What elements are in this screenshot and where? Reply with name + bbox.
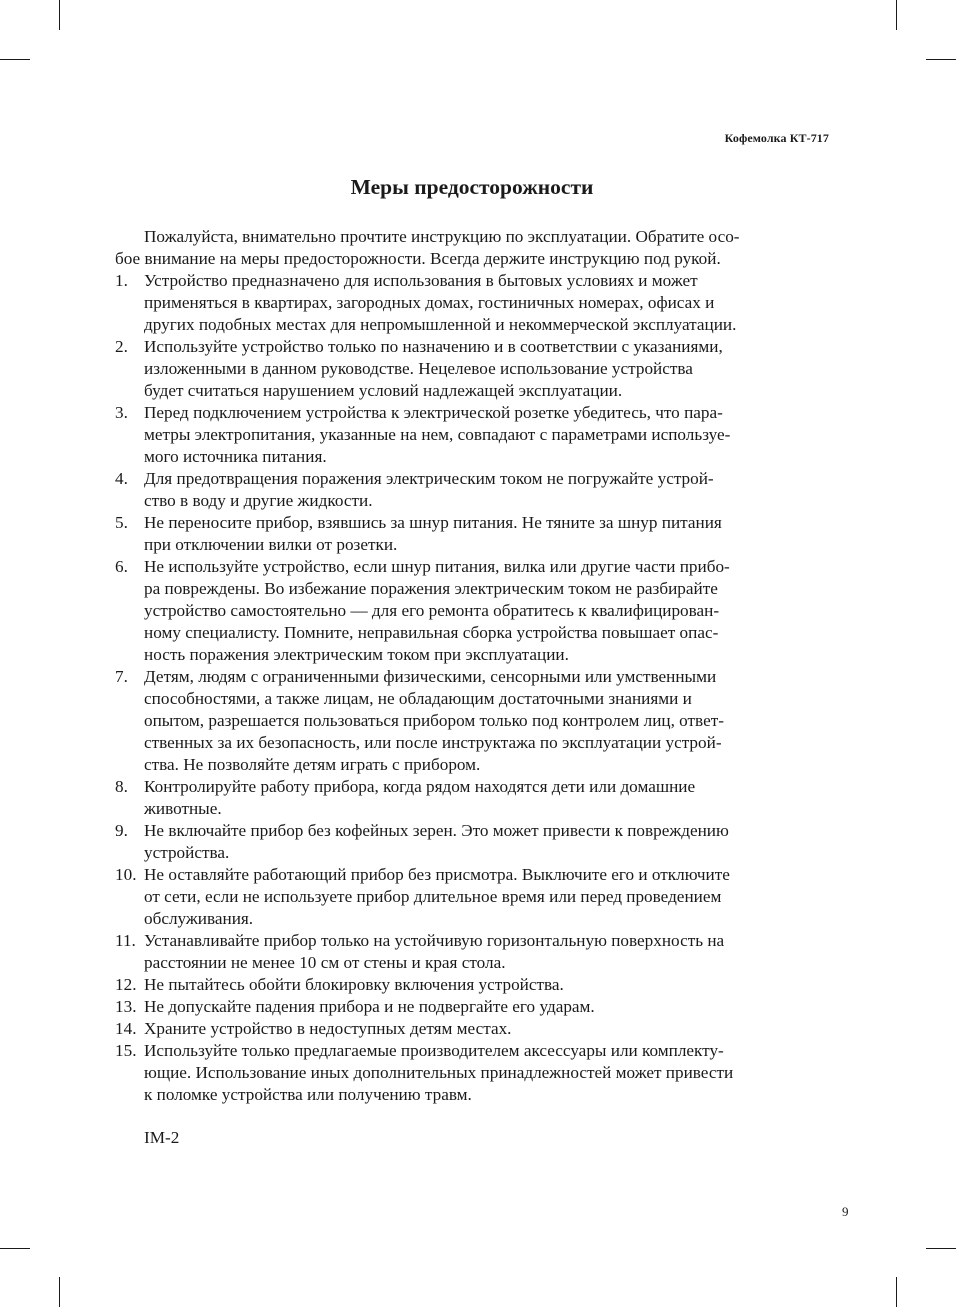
list-item: [115, 1018, 829, 1040]
list-item-line: Перед подключением устройства к электрической розетке убедитесь, что пара-: [144, 403, 723, 422]
list-item-line: обслуживания.: [144, 909, 254, 928]
crop-mark-right-bottom: [926, 1248, 956, 1249]
list-item-text: [144, 512, 829, 556]
list-item-number: 2.: [115, 337, 128, 356]
list-item-line: Контролируйте работу прибора, когда рядом находятся дети или домашние: [144, 777, 696, 796]
crop-mark-top-left: [59, 0, 60, 30]
list-item-number: 15.: [115, 1041, 137, 1060]
list-item-line: ство в воду и другие жидкости.: [144, 491, 373, 510]
crop-mark-right-top: [926, 59, 956, 60]
list-item-line: ющие. Использование иных дополнительных принадлежностей может привести: [144, 1063, 734, 1082]
instruction-code: IM-2: [144, 1128, 180, 1147]
list-item-line: опытом, разрешается пользоваться прибором только под контролем лиц, ответ-: [144, 711, 724, 730]
list-item-number: 13.: [115, 997, 137, 1016]
list-item-number: 12.: [115, 975, 137, 994]
list-item: [115, 556, 829, 666]
list-item-line: Устройство предназначено для использования в бытовых условиях и может: [144, 271, 698, 290]
list-item: [115, 996, 829, 1018]
safety-section: [115, 226, 829, 1106]
list-item-line: при отключении вилки от розетки.: [144, 535, 398, 554]
list-item-text: [144, 996, 829, 1018]
page-number: 9: [842, 1204, 849, 1219]
list-item-number: 1.: [115, 271, 128, 290]
list-item-line: Храните устройство в недоступных детям местах.: [144, 1019, 512, 1038]
list-item-text: [144, 1040, 829, 1106]
crop-mark-bottom-right: [896, 1277, 897, 1307]
crop-mark-left-bottom: [0, 1248, 30, 1249]
list-item-line: расстоянии не менее 10 см от стены и края стола.: [144, 953, 506, 972]
list-item: [115, 512, 829, 556]
list-item-number: 11.: [115, 931, 136, 950]
list-item-line: к поломке устройства или получению травм.: [144, 1085, 472, 1104]
list-item-text: [144, 666, 829, 776]
list-item: [115, 270, 829, 336]
list-item: [115, 1040, 829, 1106]
list-item-line: Не пытайтесь обойти блокировку включения устройства.: [144, 975, 564, 994]
list-item-line: мого источника питания.: [144, 447, 327, 466]
list-item-line: Не используйте устройство, если шнур питания, вилка или другие части прибо-: [144, 557, 730, 576]
list-item: [115, 930, 829, 974]
list-item-line: ственных за их безопасность, или после инструктажа по эксплуатации устрой-: [144, 733, 722, 752]
list-item-text: [144, 468, 829, 512]
crop-mark-top-right: [896, 0, 897, 30]
list-item-number: 4.: [115, 469, 128, 488]
list-item-line: способностями, а также лицам, не обладающим достаточными знаниями и: [144, 689, 692, 708]
list-item-line: ность поражения электрическим током при эксплуатации.: [144, 645, 569, 664]
list-item-text: [144, 776, 829, 820]
list-item-text: [144, 270, 829, 336]
list-item-text: [144, 930, 829, 974]
list-item-line: Для предотвращения поражения электрическим током не погружайте устрой-: [144, 469, 714, 488]
list-item-line: Используйте устройство только по назначению и в соответствии с указаниями,: [144, 337, 723, 356]
list-item: [115, 974, 829, 996]
list-item-line: ра повреждены. Во избежание поражения электрическим током не разбирайте: [144, 579, 718, 598]
list-item-number: 14.: [115, 1019, 137, 1038]
list-item: [115, 864, 829, 930]
list-item-line: животные.: [144, 799, 222, 818]
list-item-number: 8.: [115, 777, 128, 796]
crop-mark-left-top: [0, 59, 30, 60]
list-item-number: 9.: [115, 821, 128, 840]
list-item-line: Не допускайте падения прибора и не подвергайте его ударам.: [144, 997, 595, 1016]
running-header: Кофемолка КТ-717: [724, 131, 829, 145]
intro-line: Пожалуйста, внимательно прочтите инструкцию по эксплуатации. Обратите осо-: [144, 227, 740, 246]
list-item-line: других подобных местах для непромышленной и некоммерческой эксплуатации.: [144, 315, 737, 334]
list-item-line: от сети, если не используете прибор длительное время или перед проведением: [144, 887, 722, 906]
list-item-text: [144, 402, 829, 468]
page-title: Меры предосторожности: [350, 175, 594, 199]
list-item-text: [144, 336, 829, 402]
list-item-line: Не переносите прибор, взявшись за шнур питания. Не тяните за шнур питания: [144, 513, 722, 532]
list-item-number: 3.: [115, 403, 128, 422]
list-item: [115, 336, 829, 402]
list-item-line: применяться в квартирах, загородных домах, гостиничных номерах, офисах и: [144, 293, 715, 312]
list-item-line: Детям, людям с ограниченными физическими, сенсорными или умственными: [144, 667, 717, 686]
list-item-text: [144, 1018, 829, 1040]
list-item-line: устройства.: [144, 843, 230, 862]
list-item-number: 6.: [115, 557, 128, 576]
list-item: [115, 402, 829, 468]
list-item-line: Не оставляйте работающий прибор без присмотра. Выключите его и отключите: [144, 865, 730, 884]
list-item-number: 5.: [115, 513, 128, 532]
list-item-line: будет считаться нарушением условий надлежащей эксплуатации.: [144, 381, 623, 400]
list-item-line: Устанавливайте прибор только на устойчивую горизонтальную поверхность на: [144, 931, 725, 950]
list-item-text: [144, 864, 829, 930]
list-item-number: 10.: [115, 865, 137, 884]
list-item-number: 7.: [115, 667, 128, 686]
list-item-line: метры электропитания, указанные на нем, совпадают с параметрами используе-: [144, 425, 731, 444]
intro-line: бое внимание на меры предосторожности. Всегда держите инструкцию под рукой.: [115, 249, 721, 268]
list-item: [115, 468, 829, 512]
list-item-text: [144, 974, 829, 996]
list-item: [115, 776, 829, 820]
crop-mark-bottom-left: [59, 1277, 60, 1307]
list-item-line: Используйте только предлагаемые производителем аксессуары или комплекту-: [144, 1041, 724, 1060]
list-item: [115, 666, 829, 776]
precautions-list: [115, 270, 829, 1106]
intro-paragraph: [115, 226, 829, 270]
list-item-line: устройство самостоятельно — для его ремонта обратитесь к квалифицирован-: [144, 601, 720, 620]
list-item-line: ства. Не позволяйте детям играть с прибором.: [144, 755, 481, 774]
list-item-line: ному специалисту. Помните, неправильная сборка устройства повышает опас-: [144, 623, 719, 642]
list-item-text: [144, 820, 829, 864]
list-item-text: [144, 556, 829, 666]
list-item-line: Не включайте прибор без кофейных зерен. Это может привести к повреждению: [144, 821, 729, 840]
list-item: [115, 820, 829, 864]
list-item-line: изложенными в данном руководстве. Нецелевое использование устройства: [144, 359, 693, 378]
